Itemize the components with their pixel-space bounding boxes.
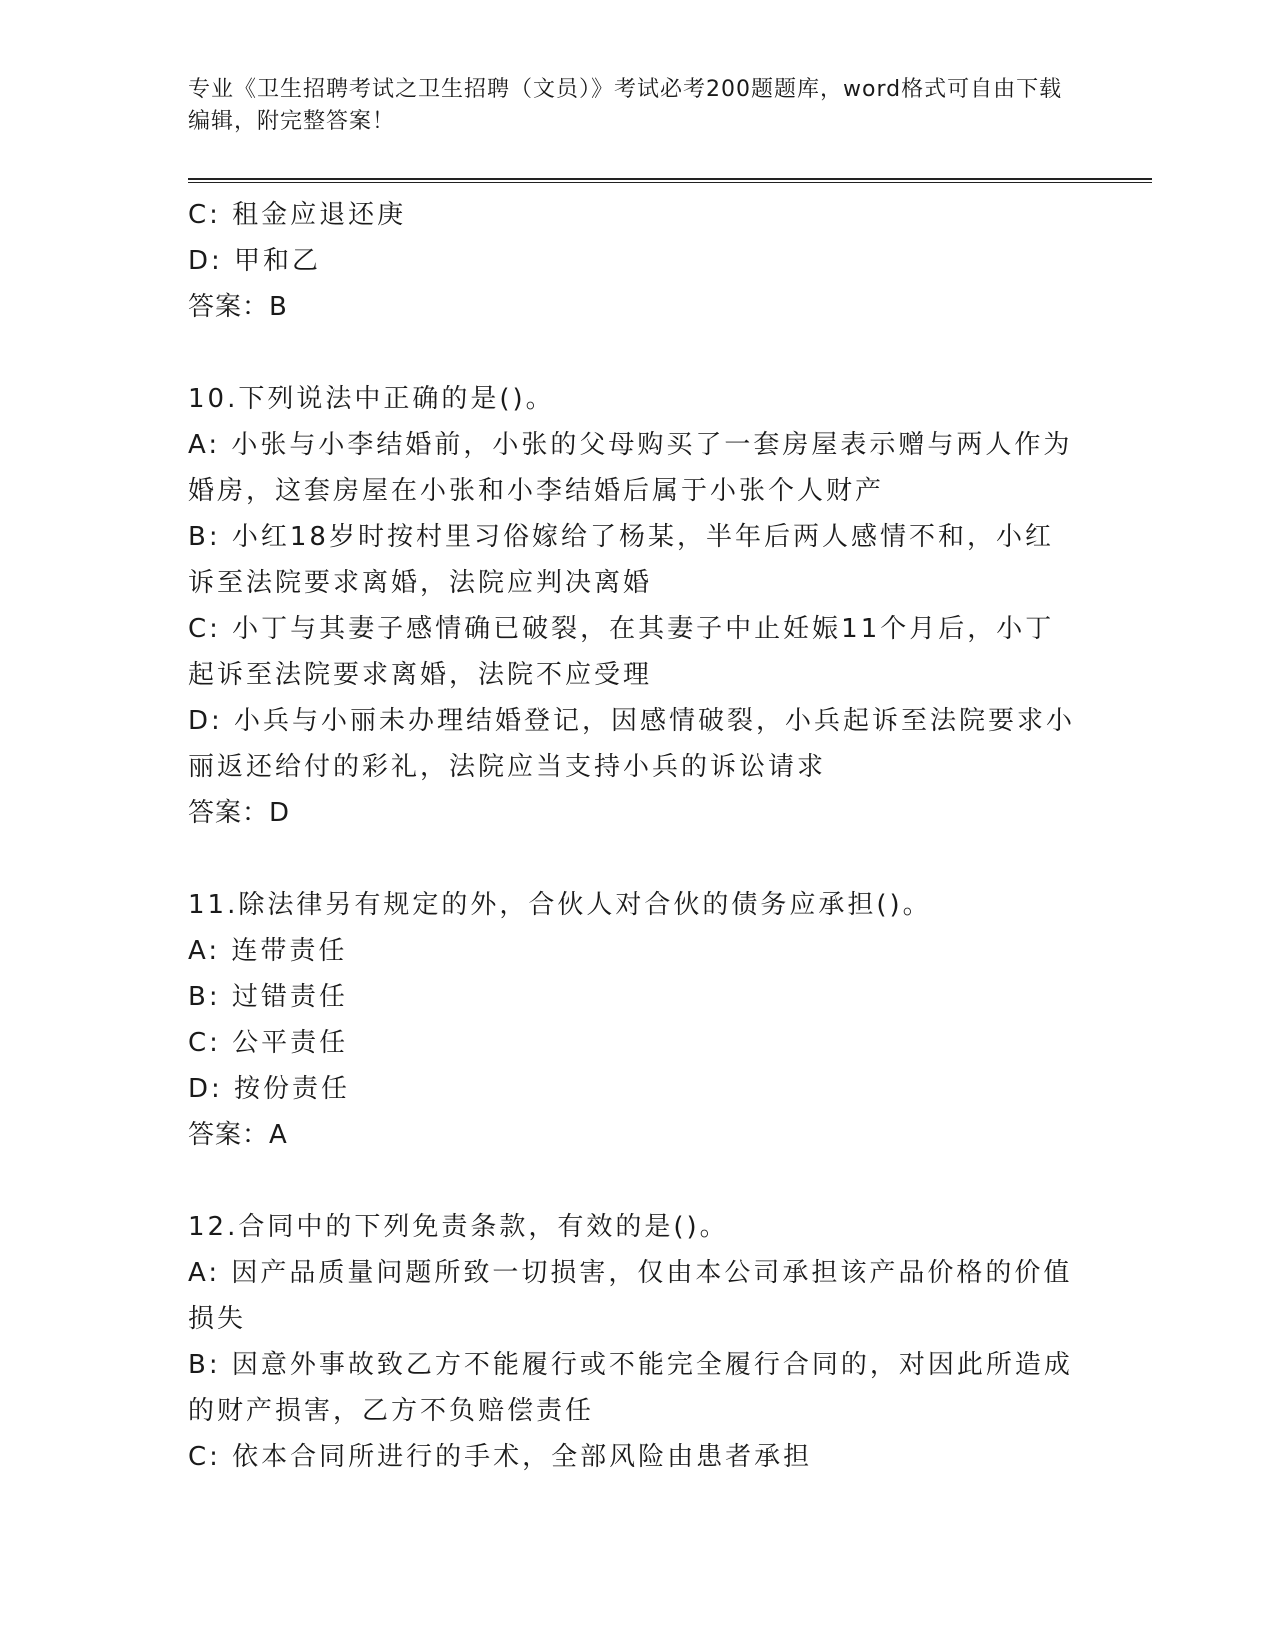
option-text: A: 因产品质量问题所致一切损害，仅由本公司承担该产品价格的价值: [188, 1258, 1073, 1288]
page-header: 专业《卫生招聘考试之卫生招聘（文员）》考试必考200题题库，word格式可自由下载编辑，附完整答案！: [188, 77, 1063, 134]
option-text-cont: 婚房，这套房屋在小张和小李结婚后属于小张个人财产: [188, 476, 885, 506]
option-text: C: 依本合同所进行的手术，全部风险由患者承担: [188, 1442, 813, 1472]
option-text: A: 连带责任: [188, 936, 348, 966]
answer-text: 答案：D: [188, 798, 291, 828]
option-text: C: 租金应退还庚: [188, 200, 407, 230]
option-text: D: 甲和乙: [188, 246, 322, 276]
answer-text: 答案：A: [188, 1120, 288, 1150]
header-rule: [188, 178, 1152, 183]
option-text: C: 小丁与其妻子感情确已破裂，在其妻子中止妊娠11个月后，小丁: [188, 614, 1055, 644]
option-text-cont: 诉至法院要求离婚，法院应判决离婚: [188, 568, 653, 598]
option-text: D: 小兵与小丽未办理结婚登记，因感情破裂，小兵起诉至法院要求小: [188, 706, 1076, 736]
question-stem: 11.除法律另有规定的外，合伙人对合伙的债务应承担()。: [188, 890, 932, 920]
option-text: D: 按份责任: [188, 1074, 351, 1104]
question-stem: 12.合同中的下列免责条款，有效的是()。: [188, 1212, 729, 1242]
option-text: B: 小红18岁时按村里习俗嫁给了杨某，半年后两人感情不和，小红: [188, 522, 1054, 552]
option-text: A: 小张与小李结婚前，小张的父母购买了一套房屋表示赠与两人作为: [188, 430, 1073, 460]
option-text-cont: 丽返还给付的彩礼，法院应当支持小兵的诉讼请求: [188, 752, 827, 782]
answer-text: 答案：B: [188, 292, 288, 322]
option-text-cont: 损失: [188, 1304, 247, 1334]
option-text: C: 公平责任: [188, 1028, 349, 1058]
question-stem: 10.下列说法中正确的是()。: [188, 384, 555, 414]
option-text: B: 因意外事故致乙方不能履行或不能完全履行合同的，对因此所造成: [188, 1350, 1073, 1380]
option-text: B: 过错责任: [188, 982, 348, 1012]
option-text-cont: 起诉至法院要求离婚，法院不应受理: [188, 660, 653, 690]
option-text-cont: 的财产损害，乙方不负赔偿责任: [188, 1396, 595, 1426]
document-body: [188, 192, 1088, 1480]
